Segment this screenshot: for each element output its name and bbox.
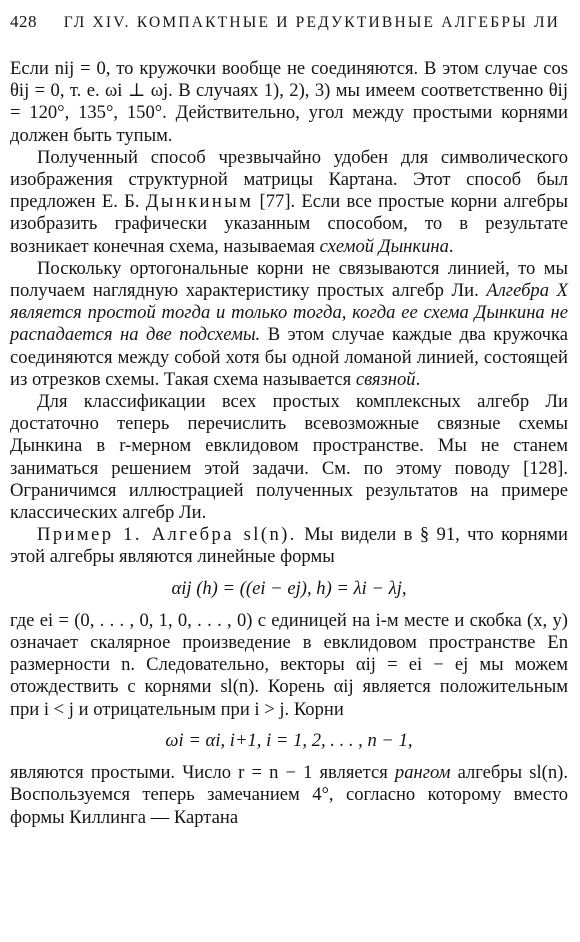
- theorem-statement: Алгебра X является простой тогда и только тогда, когда ее схема Дынкина не распадается на две подсхемы.: [10, 280, 568, 346]
- paragraph-3: Поскольку ортогональные корни не связываются линией, то мы получаем наглядную характеристику простых алгебр Ли. Алгебра X является простой тогда и только тогда, когда ее схема Дынкина не распадается на две подсхемы. В этом случае каждые два кружочка соединяются между собой хотя бы одной ломаной линией, состоящей из отрезков схемы. Такая схема называется связной.: [10, 257, 568, 390]
- paragraph-2: Полученный способ чрезвычайно удобен для символического изображения структурной матрицы Картана. Этот способ был предложен Е. Б. Дынкиным [77]. Если все простые корни алгебры изобразить графически указанным способом, то в результате возникает конечная схема, называемая схемой Дынкина.: [10, 146, 568, 257]
- paragraph-6: где ei = (0, . . . , 0, 1, 0, . . . , 0) с единицей на i-м месте и скобка (x, y) означает скалярное произведение в евклидовом пространстве En размерности n. Следовательно, векторы αij = ei − ej мы можем отождествить с корнями sl(n). Корень αij является положительным при i < j и отрицательным при i > j. Корни: [10, 609, 568, 720]
- example-heading: Пример 1. Алгебра sl(n).: [37, 524, 297, 546]
- formula-roots: αij (h) = ((ei − ej), h) = λi − λj,: [171, 577, 407, 599]
- paragraph-5: Пример 1. Алгебра sl(n). Мы видели в § 91, что корнями этой алгебры являются линейные формы: [10, 524, 568, 568]
- paragraph-7: являются простыми. Число r = n − 1 является рангом алгебры sl(n). Воспользуемся теперь замечанием 4°, согласно которому вместо формы Киллинга — Картана: [10, 762, 568, 828]
- term-dynkin-scheme: схемой Дынкина: [319, 235, 449, 257]
- paragraph-4: Для классификации всех простых комплексных алгебр Ли достаточно теперь перечислить всевозможные связные схемы Дынкина в r-мерном евклидовом пространстве. Мы не станем заниматься решением этой задачи. См. по этому поводу [128]. Ограничимся иллюстрацией полученных результатов на примере классических алгебр Ли.: [10, 391, 568, 524]
- chapter-title: ГЛ XIV. КОМПАКТНЫЕ И РЕДУКТИВНЫЕ АЛГЕБРЫ ЛИ: [63, 14, 561, 31]
- page-body: [10, 58, 568, 829]
- paragraph-1: Если nij = 0, то кружочки вообще не соединяются. В этом случае cos θij = 0, т. е. ωi ⊥ ωj. В случаях 1), 2), 3) мы имеем соответственно θij = 120°, 135°, 150°. Действительно, угол между простыми корнями должен быть тупым.: [10, 58, 568, 146]
- term-connected: связной: [355, 368, 416, 390]
- term-rank: рангом: [394, 762, 451, 784]
- formula-simple-roots: ωi = αi, i+1, i = 1, 2, . . . , n − 1,: [165, 729, 413, 751]
- page-number: 428: [10, 12, 37, 31]
- author-name: Дынкиным: [145, 191, 254, 213]
- running-header: [10, 12, 570, 32]
